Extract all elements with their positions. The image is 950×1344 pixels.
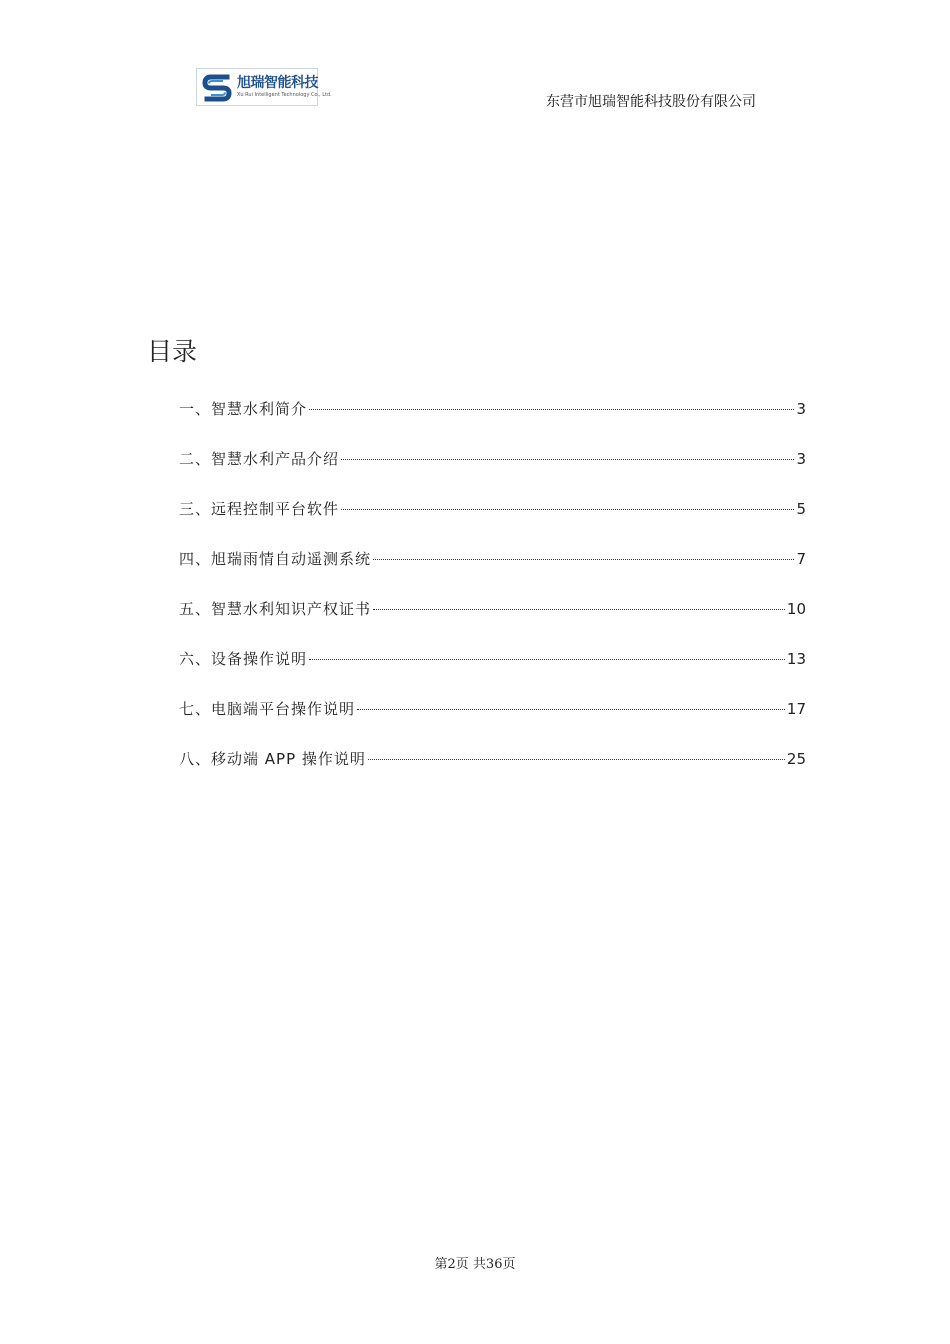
logo-name: 旭瑞智能科技: [237, 75, 318, 91]
toc-entry-label: 二、智慧水利产品介绍: [179, 450, 340, 468]
toc-entry-page: 5: [796, 500, 806, 518]
toc-entry[interactable]: [179, 749, 806, 799]
toc-entry-label: 六、设备操作说明: [179, 650, 308, 668]
toc-dot-leader: [373, 559, 794, 560]
company-name: 东营市旭瑞智能科技股份有限公司: [546, 94, 756, 110]
toc-dot-leader: [309, 409, 794, 410]
toc-entry[interactable]: [179, 649, 806, 699]
toc-entry-page: 3: [796, 400, 806, 418]
toc-entry[interactable]: [179, 549, 806, 599]
table-of-contents: [179, 399, 806, 799]
toc-dot-leader: [341, 459, 794, 460]
toc-dot-leader: [341, 509, 794, 510]
toc-entry-page: 7: [796, 550, 806, 568]
toc-dot-leader: [373, 609, 785, 610]
toc-dot-leader: [357, 709, 785, 710]
toc-entry-label: 三、远程控制平台软件: [179, 500, 340, 518]
toc-entry-page: 25: [786, 750, 806, 768]
company-logo: [196, 68, 332, 106]
toc-entry-label: 一、智慧水利简介: [179, 400, 308, 418]
toc-entry[interactable]: [179, 399, 806, 449]
toc-entry-page: 17: [786, 700, 806, 718]
toc-entry[interactable]: [179, 449, 806, 499]
toc-entry-label: 七、电脑端平台操作说明: [179, 700, 356, 718]
logo-subtitle: Xu Rui Intelligent Technology Co., Ltd.: [237, 92, 332, 98]
toc-title: 目录: [147, 337, 198, 366]
toc-entry-page: 13: [786, 650, 806, 668]
toc-entry-label: 五、智慧水利知识产权证书: [179, 600, 372, 618]
toc-dot-leader: [309, 659, 785, 660]
toc-entry[interactable]: [179, 599, 806, 649]
toc-entry-label: 四、旭瑞雨情自动遥测系统: [179, 550, 372, 568]
toc-entry-label: 八、移动端 APP 操作说明: [179, 750, 366, 768]
toc-entry-page: 3: [796, 450, 806, 468]
toc-entry[interactable]: [179, 499, 806, 549]
page-footer: 第2页 共36页: [434, 1257, 516, 1272]
logo-s-icon: [200, 71, 234, 105]
toc-entry-page: 10: [786, 600, 806, 618]
toc-entry[interactable]: [179, 699, 806, 749]
toc-dot-leader: [368, 759, 785, 760]
